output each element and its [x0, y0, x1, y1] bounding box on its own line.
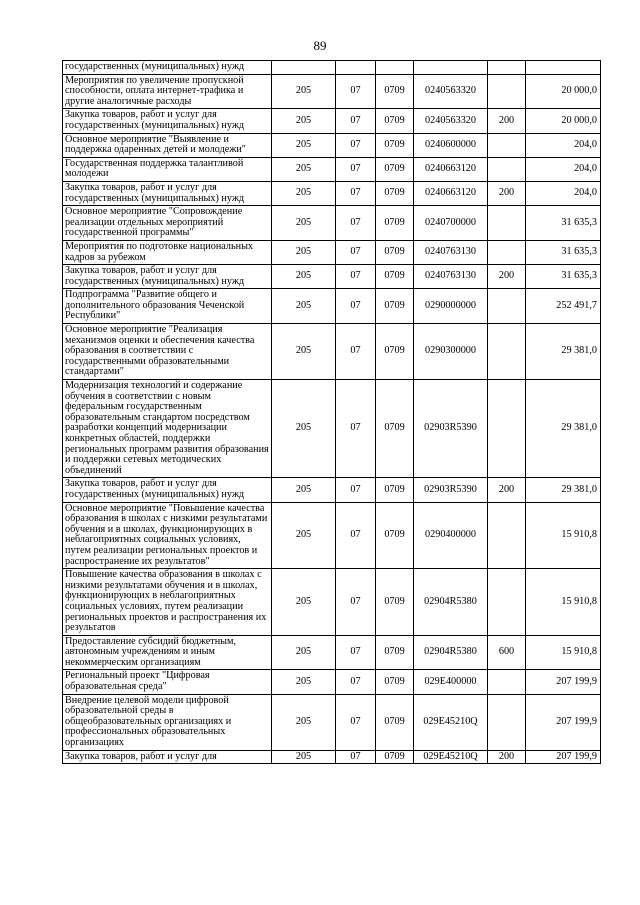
section-code: 07 — [336, 206, 376, 241]
table-body — [63, 61, 601, 764]
row-name: Закупка товаров, работ и услуг для государственных (муниципальных) нужд — [63, 181, 272, 205]
expense-type-code: 200 — [488, 109, 526, 133]
expense-type-code — [488, 670, 526, 694]
row-name: Внедрение целевой модели цифровой образовательной среды в общеобразовательных организациях и профессиональных образовательных организациях — [63, 694, 272, 750]
expense-type-code — [488, 240, 526, 264]
expense-type-code: 600 — [488, 635, 526, 670]
table-row — [63, 694, 601, 750]
row-name: Основное мероприятие "Выявление и поддержка одаренных детей и молодежи" — [63, 133, 272, 157]
row-name: Повышение качества образования в школах с низкими результатами обучения и в школах, функционирующих в неблагоприятных социальных условиях, путем реализации региональных проектов и распространения их результатов — [63, 569, 272, 636]
table-row — [63, 380, 601, 478]
target-article-code: 0240663120 — [414, 157, 488, 181]
target-article-code: 02903R5390 — [414, 478, 488, 502]
expense-type-code: 200 — [488, 750, 526, 764]
ved-code: 205 — [272, 133, 336, 157]
section-code: 07 — [336, 635, 376, 670]
subsection-code: 0709 — [376, 694, 414, 750]
subsection-code: 0709 — [376, 569, 414, 636]
ved-code: 205 — [272, 694, 336, 750]
ved-code: 205 — [272, 109, 336, 133]
expense-type-code — [488, 502, 526, 569]
row-name: Закупка товаров, работ и услуг для — [63, 750, 272, 764]
table-row — [63, 569, 601, 636]
amount: 207 199,9 — [526, 694, 601, 750]
subsection-code — [376, 61, 414, 75]
amount: 204,0 — [526, 157, 601, 181]
target-article-code: 0240663120 — [414, 181, 488, 205]
expense-type-code — [488, 289, 526, 324]
table-row — [63, 289, 601, 324]
section-code: 07 — [336, 569, 376, 636]
expense-type-code — [488, 61, 526, 75]
target-article-code: 0240563320 — [414, 74, 488, 109]
subsection-code: 0709 — [376, 289, 414, 324]
amount: 252 491,7 — [526, 289, 601, 324]
target-article-code: 02903R5390 — [414, 380, 488, 478]
row-name: Региональный проект "Цифровая образовательная среда" — [63, 670, 272, 694]
amount: 207 199,9 — [526, 750, 601, 764]
ved-code: 205 — [272, 569, 336, 636]
row-name: Основное мероприятие "Сопровождение реализации отдельных мероприятий государственной программы" — [63, 206, 272, 241]
page-number: 89 — [313, 38, 327, 53]
ved-code: 205 — [272, 289, 336, 324]
ved-code: 205 — [272, 635, 336, 670]
section-code: 07 — [336, 74, 376, 109]
row-name: государственных (муниципальных) нужд — [63, 61, 272, 75]
table-row — [63, 206, 601, 241]
row-name: Модернизация технологий и содержание обучения в соответствии с новым федеральным государственным образовательным стандартом посредством разработки концепций модернизации конкретных областей, поддержки региональных программ развития образования и поддержки сетевых методических объединений — [63, 380, 272, 478]
subsection-code: 0709 — [376, 750, 414, 764]
subsection-code: 0709 — [376, 380, 414, 478]
section-code: 07 — [336, 181, 376, 205]
amount: 31 635,3 — [526, 240, 601, 264]
ved-code: 205 — [272, 265, 336, 289]
table-row — [63, 157, 601, 181]
amount: 15 910,8 — [526, 635, 601, 670]
amount: 31 635,3 — [526, 206, 601, 241]
table-row — [63, 670, 601, 694]
target-article-code: 029E45210Q — [414, 694, 488, 750]
expense-type-code: 200 — [488, 181, 526, 205]
target-article-code: 0290300000 — [414, 324, 488, 380]
expense-type-code — [488, 324, 526, 380]
ved-code — [272, 61, 336, 75]
subsection-code: 0709 — [376, 635, 414, 670]
ved-code: 205 — [272, 240, 336, 264]
table-row — [63, 133, 601, 157]
budget-table — [62, 60, 601, 764]
target-article-code — [414, 61, 488, 75]
section-code: 07 — [336, 133, 376, 157]
target-article-code: 0240763130 — [414, 265, 488, 289]
subsection-code: 0709 — [376, 181, 414, 205]
section-code: 07 — [336, 240, 376, 264]
subsection-code: 0709 — [376, 133, 414, 157]
amount: 15 910,8 — [526, 569, 601, 636]
table-row — [63, 324, 601, 380]
row-name: Основное мероприятие "Повышение качества образования в школах с низкими результатами обучения и в школах, функционирующих в неблагоприятных социальных условиях, путем реализации региональных проектов и распространение их результатов" — [63, 502, 272, 569]
subsection-code: 0709 — [376, 324, 414, 380]
table-row — [63, 478, 601, 502]
table-row — [63, 61, 601, 75]
table-row — [63, 74, 601, 109]
row-name: Основное мероприятие "Реализация механизмов оценки и обеспечения качества образования в соответствии с государственными образовательными стандартами" — [63, 324, 272, 380]
amount: 29 381,0 — [526, 380, 601, 478]
subsection-code: 0709 — [376, 240, 414, 264]
amount — [526, 61, 601, 75]
subsection-code: 0709 — [376, 502, 414, 569]
section-code: 07 — [336, 157, 376, 181]
section-code: 07 — [336, 694, 376, 750]
subsection-code: 0709 — [376, 265, 414, 289]
ved-code: 205 — [272, 380, 336, 478]
subsection-code: 0709 — [376, 478, 414, 502]
target-article-code: 02904R5380 — [414, 569, 488, 636]
amount: 29 381,0 — [526, 324, 601, 380]
target-article-code: 0240700000 — [414, 206, 488, 241]
section-code: 07 — [336, 380, 376, 478]
table-row — [63, 750, 601, 764]
section-code: 07 — [336, 265, 376, 289]
expense-type-code — [488, 206, 526, 241]
subsection-code: 0709 — [376, 109, 414, 133]
row-name: Государственная поддержка талантливой молодежи — [63, 157, 272, 181]
section-code: 07 — [336, 750, 376, 764]
ved-code: 205 — [272, 324, 336, 380]
section-code — [336, 61, 376, 75]
ved-code: 205 — [272, 502, 336, 569]
amount: 20 000,0 — [526, 109, 601, 133]
table-row — [63, 265, 601, 289]
section-code: 07 — [336, 324, 376, 380]
subsection-code: 0709 — [376, 670, 414, 694]
subsection-code: 0709 — [376, 157, 414, 181]
expense-type-code — [488, 157, 526, 181]
row-name: Подпрограмма "Развитие общего и дополнительного образования Чеченской Республики" — [63, 289, 272, 324]
row-name: Закупка товаров, работ и услуг для государственных (муниципальных) нужд — [63, 478, 272, 502]
expense-type-code — [488, 74, 526, 109]
row-name: Мероприятия по увеличение пропускной способности, оплата интернет-трафика и другие аналогичные расходы — [63, 74, 272, 109]
table-row — [63, 109, 601, 133]
subsection-code: 0709 — [376, 206, 414, 241]
section-code: 07 — [336, 289, 376, 324]
expense-type-code — [488, 569, 526, 636]
ved-code: 205 — [272, 181, 336, 205]
target-article-code: 029E400000 — [414, 670, 488, 694]
amount: 31 635,3 — [526, 265, 601, 289]
amount: 204,0 — [526, 133, 601, 157]
row-name: Мероприятия по подготовке национальных кадров за рубежом — [63, 240, 272, 264]
ved-code: 205 — [272, 206, 336, 241]
amount: 204,0 — [526, 181, 601, 205]
expense-type-code — [488, 694, 526, 750]
target-article-code: 0240600000 — [414, 133, 488, 157]
target-article-code: 0290000000 — [414, 289, 488, 324]
target-article-code: 0240563320 — [414, 109, 488, 133]
row-name: Закупка товаров, работ и услуг для государственных (муниципальных) нужд — [63, 109, 272, 133]
row-name: Предоставление субсидий бюджетным, автономным учреждениям и иным некоммерческим организациям — [63, 635, 272, 670]
amount: 20 000,0 — [526, 74, 601, 109]
ved-code: 205 — [272, 478, 336, 502]
ved-code: 205 — [272, 750, 336, 764]
ved-code: 205 — [272, 157, 336, 181]
target-article-code: 0290400000 — [414, 502, 488, 569]
expense-type-code — [488, 133, 526, 157]
row-name: Закупка товаров, работ и услуг для государственных (муниципальных) нужд — [63, 265, 272, 289]
section-code: 07 — [336, 109, 376, 133]
target-article-code: 029E45210Q — [414, 750, 488, 764]
section-code: 07 — [336, 502, 376, 569]
amount: 207 199,9 — [526, 670, 601, 694]
section-code: 07 — [336, 670, 376, 694]
amount: 29 381,0 — [526, 478, 601, 502]
table-row — [63, 635, 601, 670]
table-row — [63, 502, 601, 569]
ved-code: 205 — [272, 74, 336, 109]
ved-code: 205 — [272, 670, 336, 694]
target-article-code: 0240763130 — [414, 240, 488, 264]
target-article-code: 02904R5380 — [414, 635, 488, 670]
expense-type-code — [488, 380, 526, 478]
table-row — [63, 181, 601, 205]
section-code: 07 — [336, 478, 376, 502]
amount: 15 910,8 — [526, 502, 601, 569]
subsection-code: 0709 — [376, 74, 414, 109]
expense-type-code: 200 — [488, 265, 526, 289]
table-row — [63, 240, 601, 264]
expense-type-code: 200 — [488, 478, 526, 502]
